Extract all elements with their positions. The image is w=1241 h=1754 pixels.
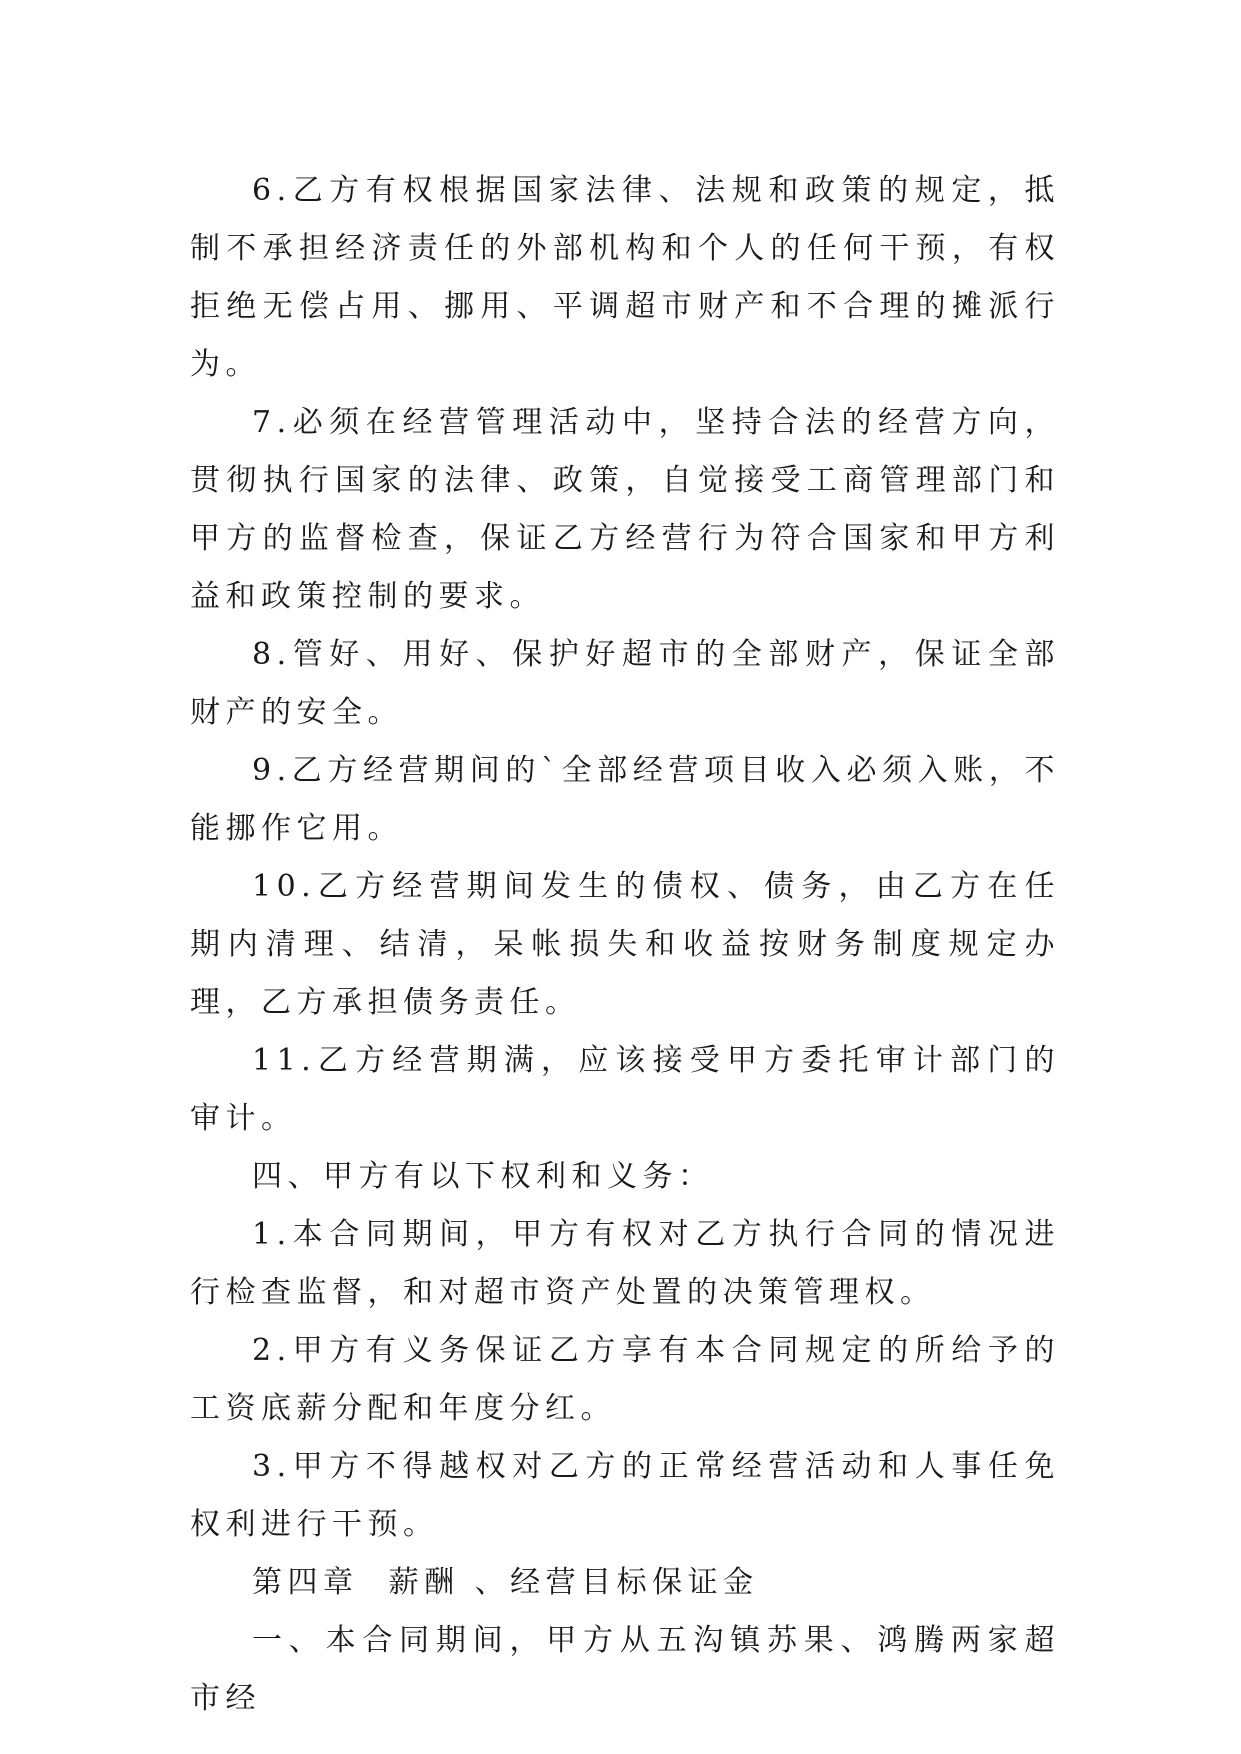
paragraph-party-a-3: 3.甲方不得越权对乙方的正常经营活动和人事任免权利进行干预。 [190, 1449, 1060, 1542]
paragraph-item-9: 9.乙方经营期间的`全部经营项目收入必须入账，不能挪作它用。 [190, 753, 1060, 846]
paragraph-chapter-4-1: 一、本合同期间，甲方从五沟镇苏果、鸿腾两家超市经 [190, 1623, 1060, 1716]
paragraph-item-8: 8.管好、用好、保护好超市的全部财产，保证全部财产的安全。 [190, 637, 1060, 730]
section-heading-party-a-rights: 四、甲方有以下权利和义务： [252, 1159, 714, 1194]
paragraph-party-a-2: 2.甲方有义务保证乙方享有本合同规定的所给予的工资底薪分配和年度分红。 [190, 1333, 1060, 1426]
paragraph-item-11: 11.乙方经营期满，应该接受甲方委托审计部门的审计。 [190, 1043, 1060, 1136]
chapter-heading-4: 第四章 薪酬 、经营目标保证金 [252, 1565, 759, 1600]
paragraph-item-7: 7.必须在经营管理活动中，坚持合法的经营方向，贯彻执行国家的法律、政策，自觉接受工商管理部门和甲方的监督检查，保证乙方经营行为符合国家和甲方利益和政策控制的要求。 [190, 405, 1060, 614]
paragraph-item-10: 10.乙方经营期间发生的债权、债务，由乙方在任期内清理、结清，呆帐损失和收益按财务制度规定办理，乙方承担债务责任。 [190, 869, 1060, 1020]
document-page [190, 162, 1060, 1728]
paragraph-party-a-1: 1.本合同期间，甲方有权对乙方执行合同的情况进行检查监督，和对超市资产处置的决策管理权。 [190, 1217, 1060, 1310]
paragraph-item-6: 6.乙方有权根据国家法律、法规和政策的规定，抵制不承担经济责任的外部机构和个人的任何干预，有权拒绝无偿占用、挪用、平调超市财产和不合理的摊派行为。 [190, 173, 1060, 382]
